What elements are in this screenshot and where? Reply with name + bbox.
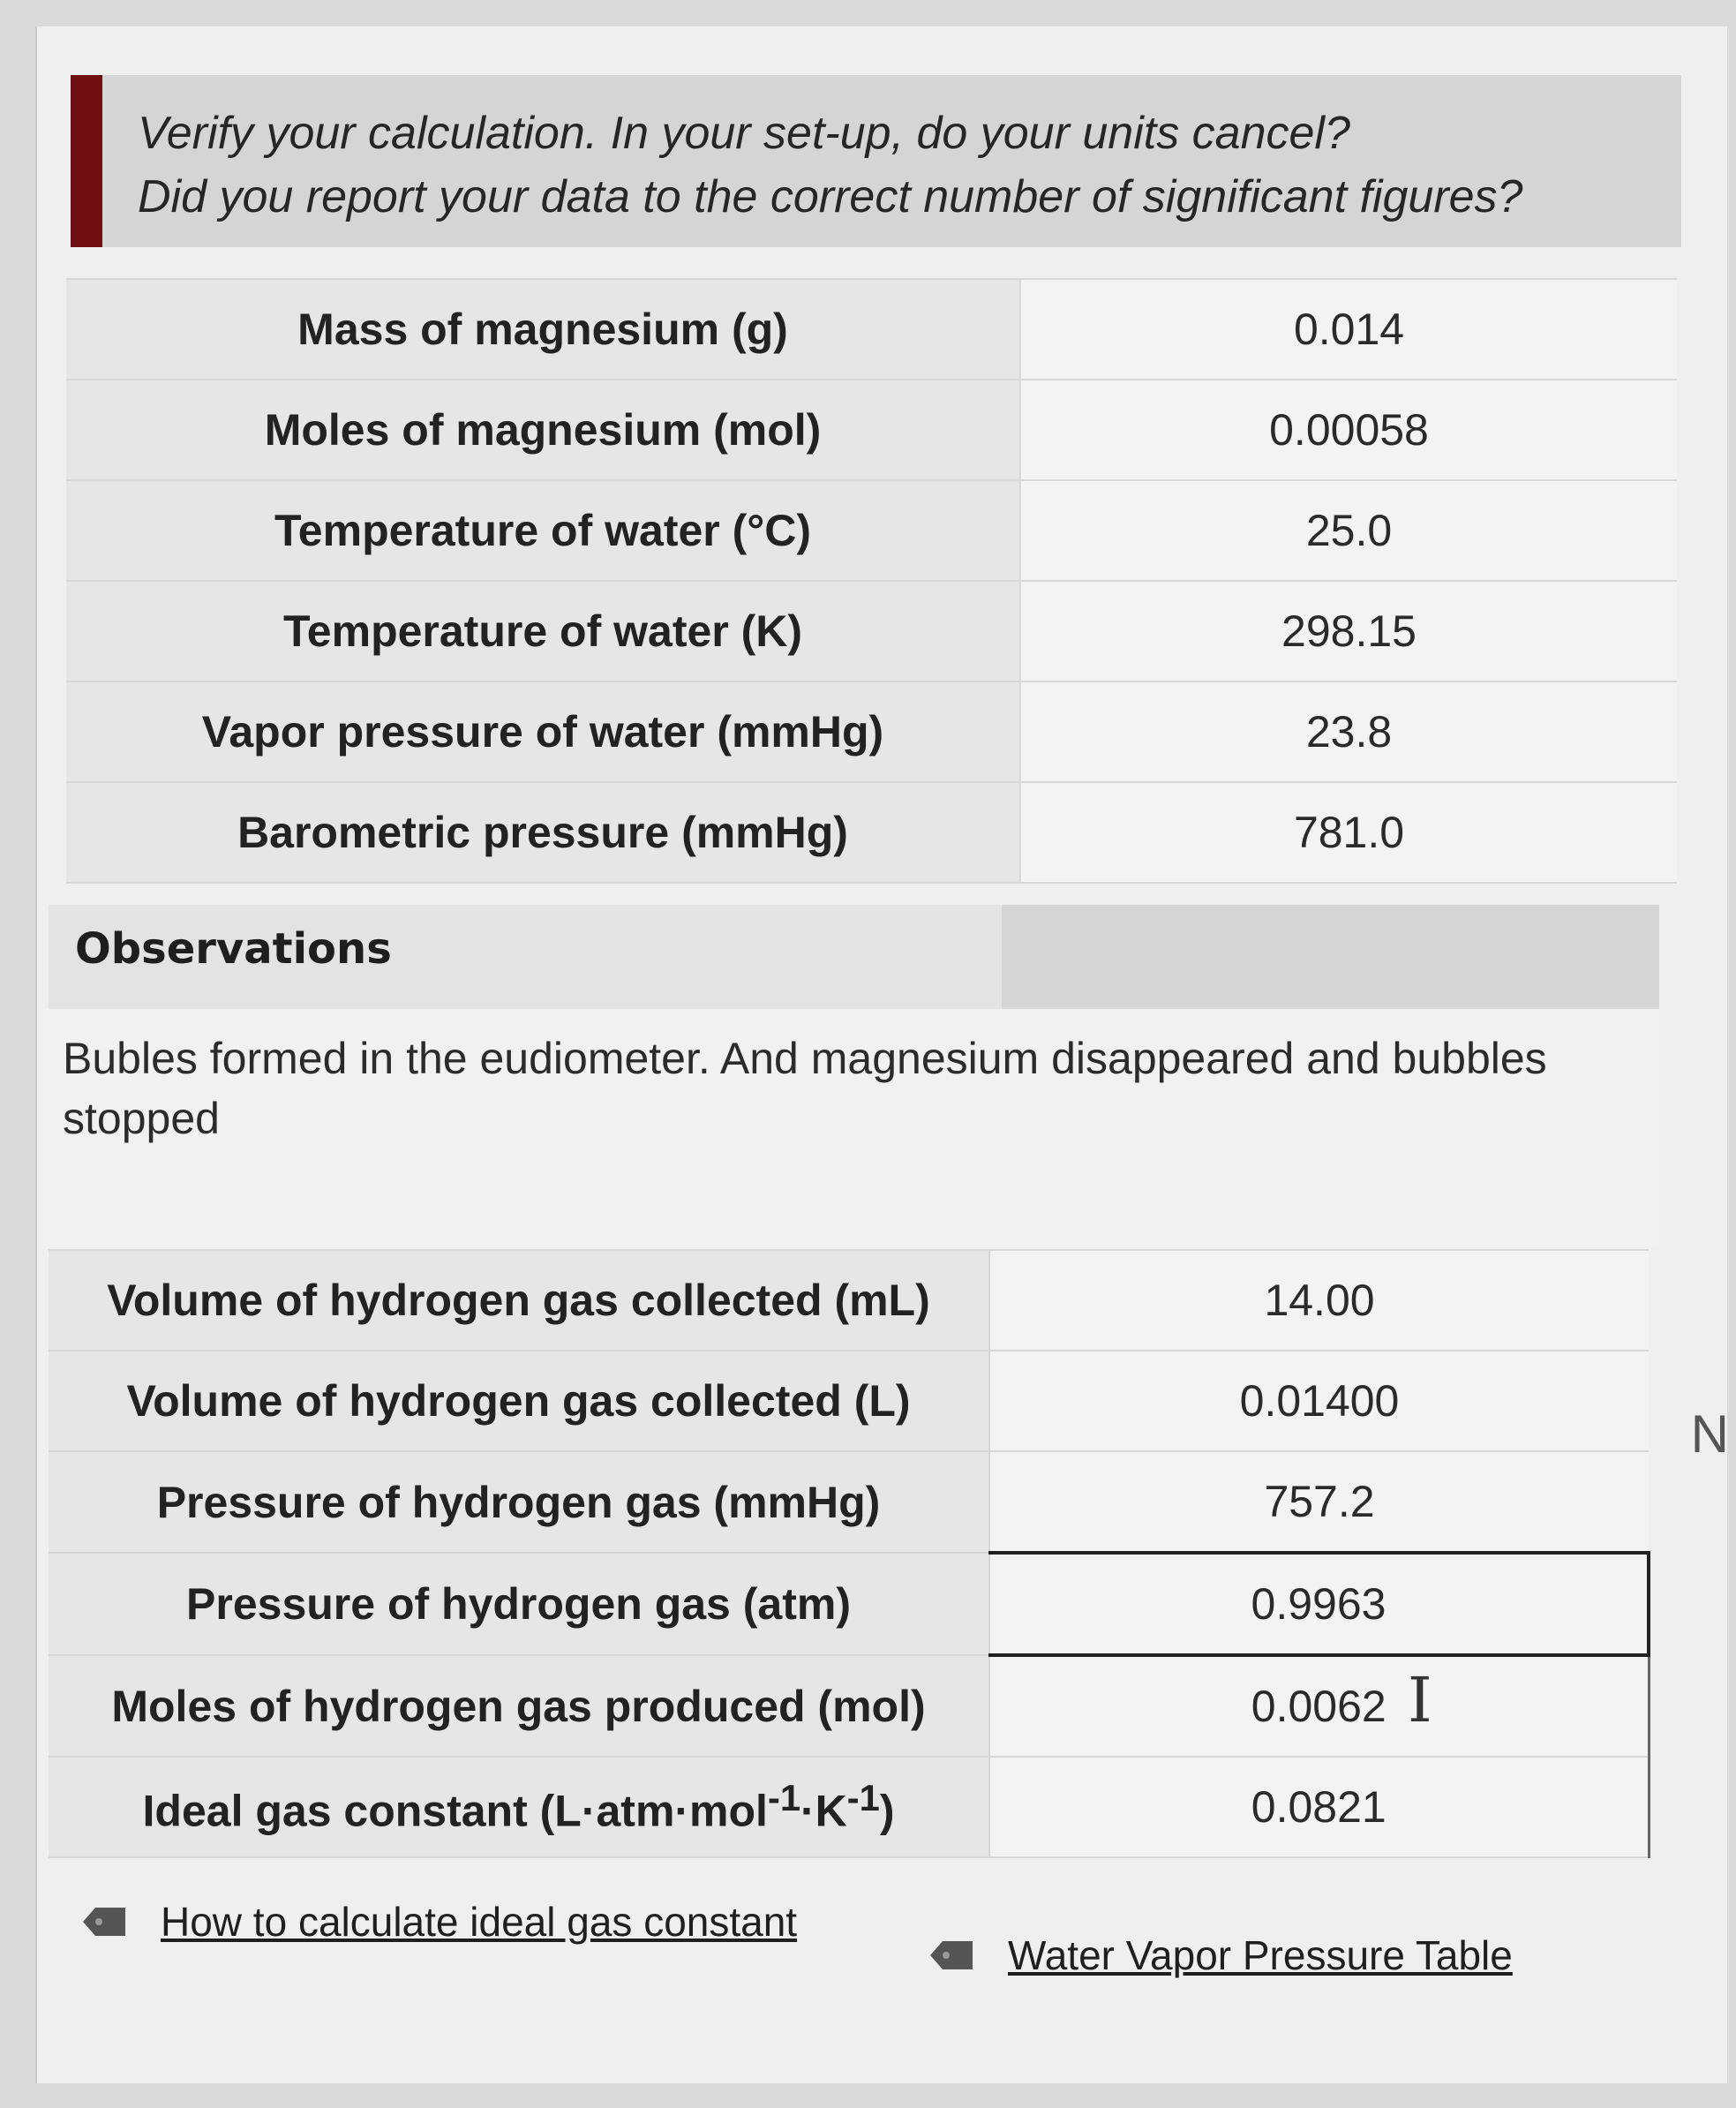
label-end: ) [879,1786,895,1836]
edge-glyph: N [1690,1404,1729,1464]
help-links [79,1898,1686,1977]
row-value-field[interactable]: 298.15 [1020,581,1677,681]
table-row [66,279,1677,380]
label-superscript: -1 [846,1777,880,1819]
feedback-accent-bar [71,75,102,247]
row-value-field[interactable]: 0.01400 [989,1351,1649,1451]
vapor-table-link-text[interactable]: Water Vapor Pressure Table [1008,1932,1513,1978]
label-superscript: -1 [767,1777,800,1819]
flagged-value-field[interactable]: 0.0821 [989,1757,1649,1857]
flagged-value-field[interactable]: 0.0062 [989,1655,1649,1757]
row-label: Temperature of water (°C) [66,480,1020,581]
row-label: Volume of hydrogen gas collected (L) [49,1351,989,1451]
observations-header [49,905,1659,1009]
hydrogen-table [49,1249,1650,1858]
feedback-line-1: Verify your calculation. In your set-up, do your units cancel? [138,108,1350,159]
row-value-field[interactable]: 781.0 [1020,782,1677,883]
table-row [66,480,1677,581]
table-row [49,1250,1649,1351]
label-main: Ideal gas constant (L·atm·mol [142,1786,768,1836]
row-label: Pressure of hydrogen gas (mmHg) [49,1451,989,1553]
table-row [49,1451,1649,1553]
table-row [66,581,1677,681]
table-row [66,681,1677,782]
row-label: Moles of hydrogen gas produced (mol) [49,1655,989,1757]
ideal-gas-link[interactable] [79,1898,797,1946]
row-value-field[interactable]: 23.8 [1020,681,1677,782]
ideal-gas-link-text[interactable]: How to calculate ideal gas constant [161,1899,798,1945]
row-label: Mass of magnesium (g) [66,279,1020,380]
feedback-text [102,75,1522,247]
row-value-field[interactable]: 14.00 [989,1250,1649,1351]
row-label: Vapor pressure of water (mmHg) [66,681,1020,782]
row-value-field[interactable]: 0.014 [1020,279,1677,380]
observations-text[interactable]: Bubles formed in the eudiometer. And magnesium disappeared and bubbles stopped [40,1009,1659,1249]
observations-header-fill [1002,905,1659,1009]
table-row [66,782,1677,883]
observations-heading: Observations [49,905,1002,1009]
table-row [66,380,1677,480]
tag-icon [927,1936,976,1975]
text-cursor-icon: I [1408,1664,1432,1736]
row-label: Temperature of water (K) [66,581,1020,681]
row-label [49,1757,989,1857]
row-value-field[interactable]: 0.00058 [1020,380,1677,480]
vapor-table-link[interactable] [927,1931,1513,1979]
measurements-table [66,278,1677,884]
row-label: Barometric pressure (mmHg) [66,782,1020,883]
label-middle: ·K [800,1786,847,1836]
row-label: Moles of magnesium (mol) [66,380,1020,480]
feedback-line-2: Did you report your data to the correct number of significant figures? [138,171,1523,222]
table-row [49,1757,1649,1857]
row-label: Volume of hydrogen gas collected (mL) [49,1250,989,1351]
active-value-field[interactable]: 0.9963 [989,1553,1649,1655]
table-row [49,1351,1649,1451]
row-label: Pressure of hydrogen gas (atm) [49,1553,989,1655]
row-value-field[interactable]: 757.2 [989,1451,1649,1553]
row-value-field[interactable]: 25.0 [1020,480,1677,581]
table-row [49,1553,1649,1655]
tag-icon [79,1902,129,1941]
feedback-banner [71,75,1681,247]
